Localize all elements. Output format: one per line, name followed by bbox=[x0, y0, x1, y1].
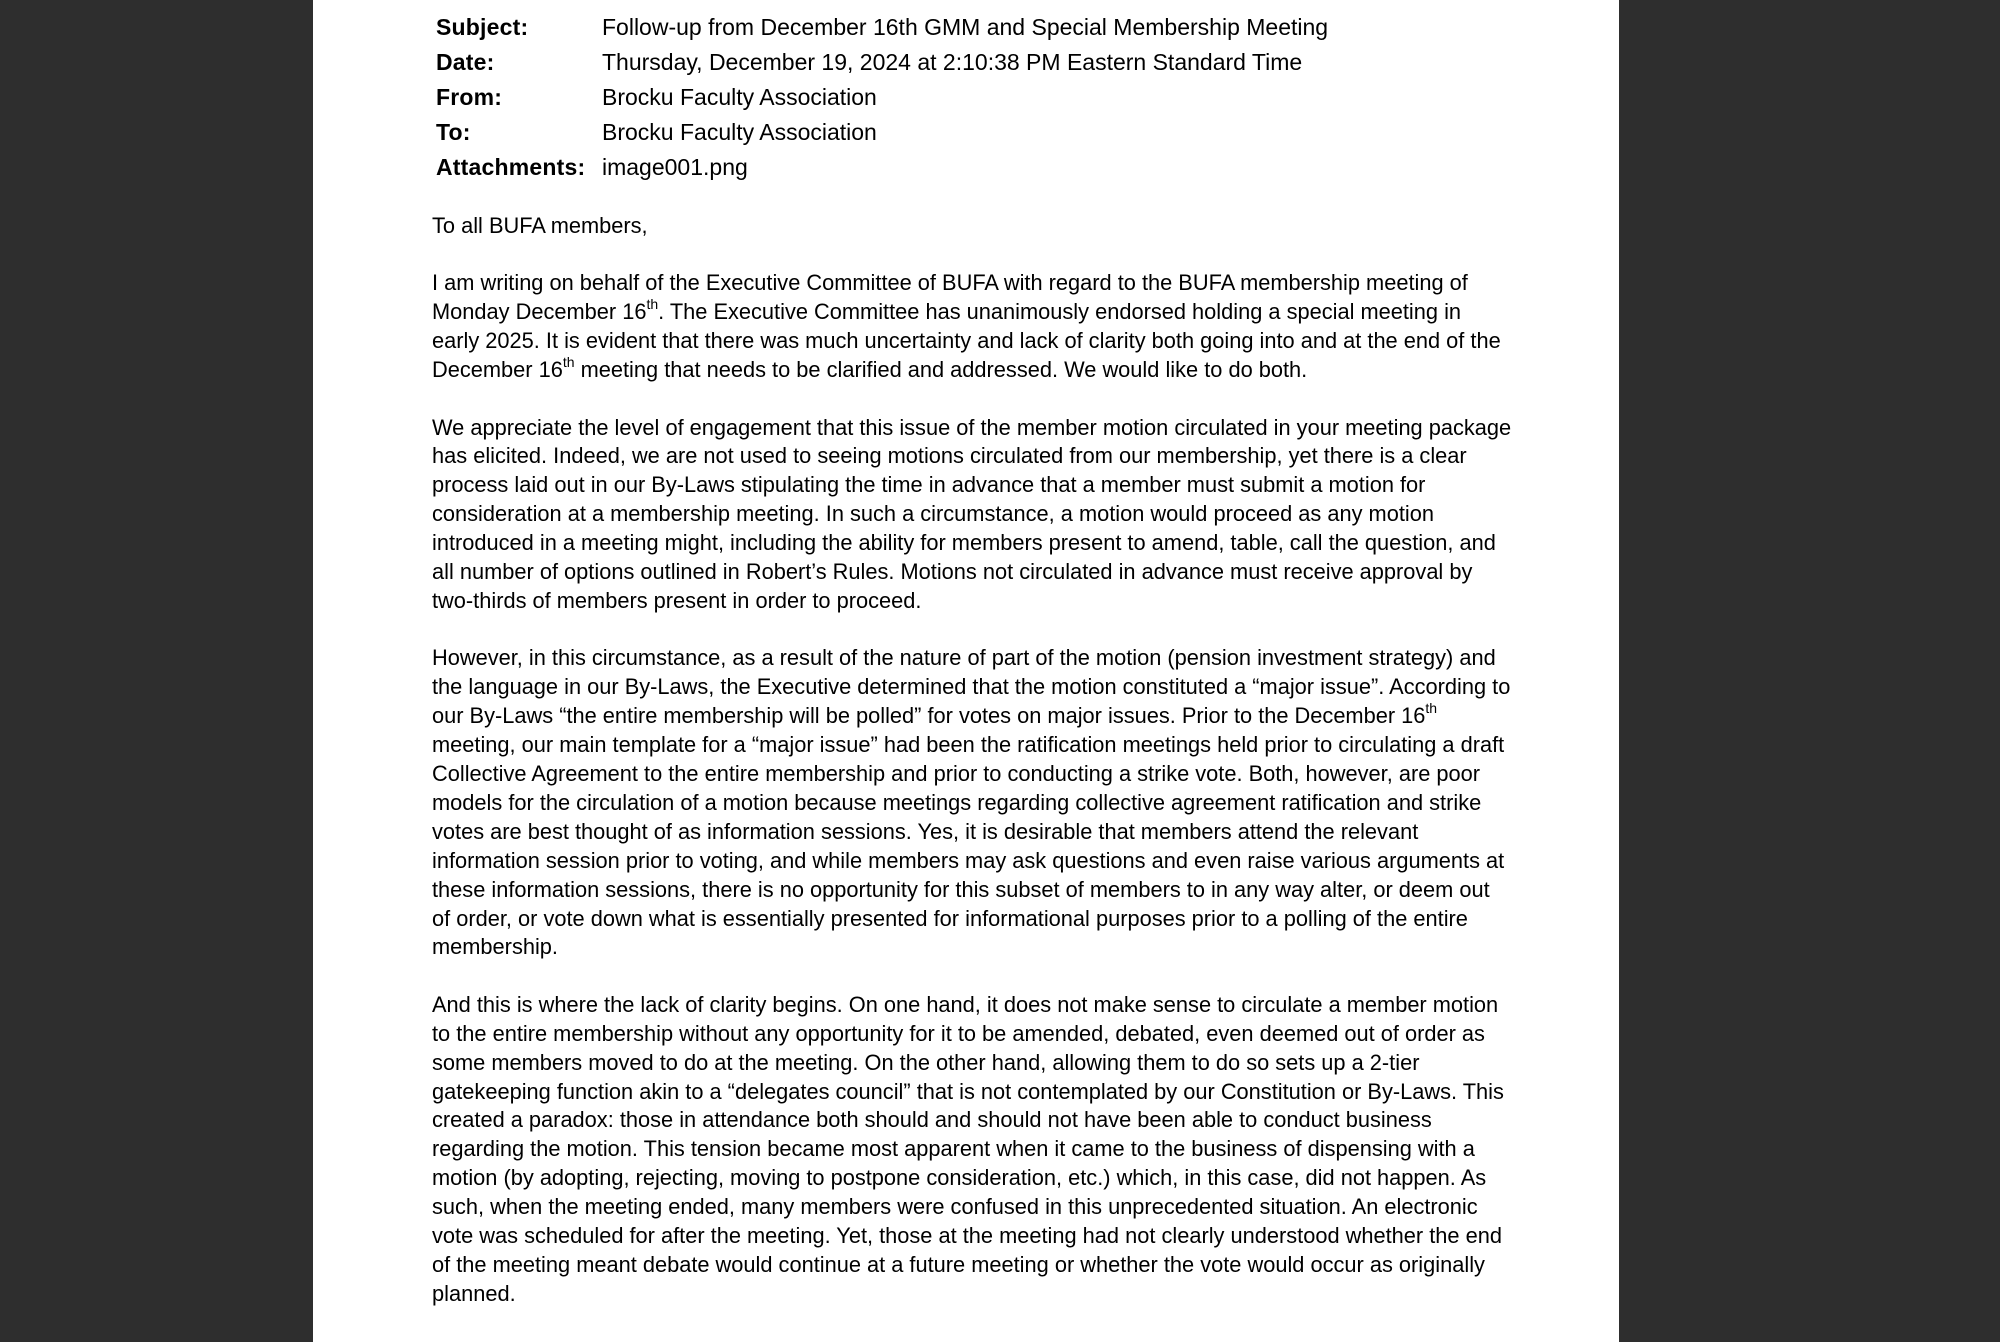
paragraph-4: And this is where the lack of clarity begins. On one hand, it does not make sense to circulate a member motion to the entire membership without any opportunity for it to be amended, debated, even deemed out of order as some members moved to do at the meeting. On the other hand, allowing them to do so sets up a 2-tier gatekeeping function akin to a “delegates council” that is not contemplated by our Constitution or By-Laws. This created a paradox: those in attendance both should and should not have been able to conduct business regarding the motion. This tension became most apparent when it came to the business of dispensing with a motion (by adopting, rejecting, moving to postpone consideration, etc.) which, in this case, did not happen. As such, when the meeting ended, many members were confused in this unprecedented situation. An electronic vote was scheduled for after the meeting. Yet, those at the meeting had not clearly understood whether the end of the meeting meant debate would continue at a future meeting or whether the vote would occur as originally planned. bbox=[432, 991, 1504, 1306]
salutation: To all BUFA members, bbox=[432, 213, 648, 238]
subject-row bbox=[436, 10, 1328, 45]
paragraph-1-part-a: I am writing on behalf of the Executive Committee of BUFA with regard to the BUFA membership meeting of Monday December 16 bbox=[432, 270, 1468, 325]
to-row bbox=[436, 115, 1328, 150]
subject-value: Follow-up from December 16th GMM and Special Membership Meeting bbox=[602, 14, 1329, 40]
ordinal-suffix: th bbox=[646, 296, 659, 313]
to-label: To: bbox=[436, 119, 471, 145]
paragraph-1-part-b: . The Executive Committee has unanimously endorsed holding a special meeting in early 2025. It is evident that there was much uncertainty and lack of clarity both going into and at the end of the December 16 bbox=[432, 299, 1501, 383]
ordinal-suffix: th bbox=[1425, 699, 1438, 716]
ordinal-suffix: th bbox=[562, 353, 575, 370]
paragraph-3-part-a: However, in this circumstance, as a result of the nature of part of the motion (pension investment strategy) and the language in our By-Laws, the Executive determined that the motion constituted a “major issue”. According to our By-Laws “the entire membership will be polled” for votes on major issues. Prior to the December 16 bbox=[432, 645, 1511, 729]
to-value: Brocku Faculty Association bbox=[602, 119, 877, 145]
paragraph-1-part-c: meeting that needs to be clarified and addressed. We would like to do both. bbox=[574, 357, 1308, 383]
paragraph-3-part-b: meeting, our main template for a “major issue” had been the ratification meetings held prior to circulating a draft Collective Agreement to the entire membership and prior to conducting a strike vote. Both, however, are poor models for the circulation of a motion because meetings regarding collective agreement ratification and strike votes are best thought of as information sessions. Yes, it is desirable that members attend the relevant information session prior to voting, and while members may ask questions and even raise various arguments at these information sessions, there is no opportunity for this subset of members to in any way alter, or deem out of order, or vote down what is essentially presented for informational purposes prior to a polling of the entire membership. bbox=[432, 732, 1505, 960]
paragraph-2: We appreciate the level of engagement that this issue of the member motion circulated in your meeting package has elicited. Indeed, we are not used to seeing motions circulated from our membership, yet there is a clear process laid out in our By-Laws stipulating the time in advance that a member must submit a motion for consideration at a membership meeting. In such a circumstance, a motion would proceed as any motion introduced in a meeting might, including the ability for members present to amend, table, call the question, and all number of options outlined in Robert’s Rules. Motions not circulated in advance must receive approval by two-thirds of members present in order to proceed. bbox=[432, 414, 1512, 613]
paragraph-1 bbox=[432, 269, 1512, 385]
from-value: Brocku Faculty Association bbox=[602, 84, 877, 110]
attachment-file-link[interactable]: image001.png bbox=[602, 154, 748, 180]
email-header bbox=[436, 10, 1328, 185]
attachments-label: Attachments: bbox=[436, 154, 586, 180]
from-row bbox=[436, 80, 1328, 115]
date-label: Date: bbox=[436, 49, 495, 75]
attachments-row bbox=[436, 150, 1328, 185]
date-value: Thursday, December 19, 2024 at 2:10:38 PM Eastern Standard Time bbox=[602, 49, 1303, 75]
paragraph-3 bbox=[432, 644, 1512, 962]
document-page bbox=[313, 0, 1619, 1342]
subject-label: Subject: bbox=[436, 14, 529, 40]
from-label: From: bbox=[436, 84, 503, 110]
date-row bbox=[436, 45, 1328, 80]
email-body bbox=[432, 212, 1512, 1337]
